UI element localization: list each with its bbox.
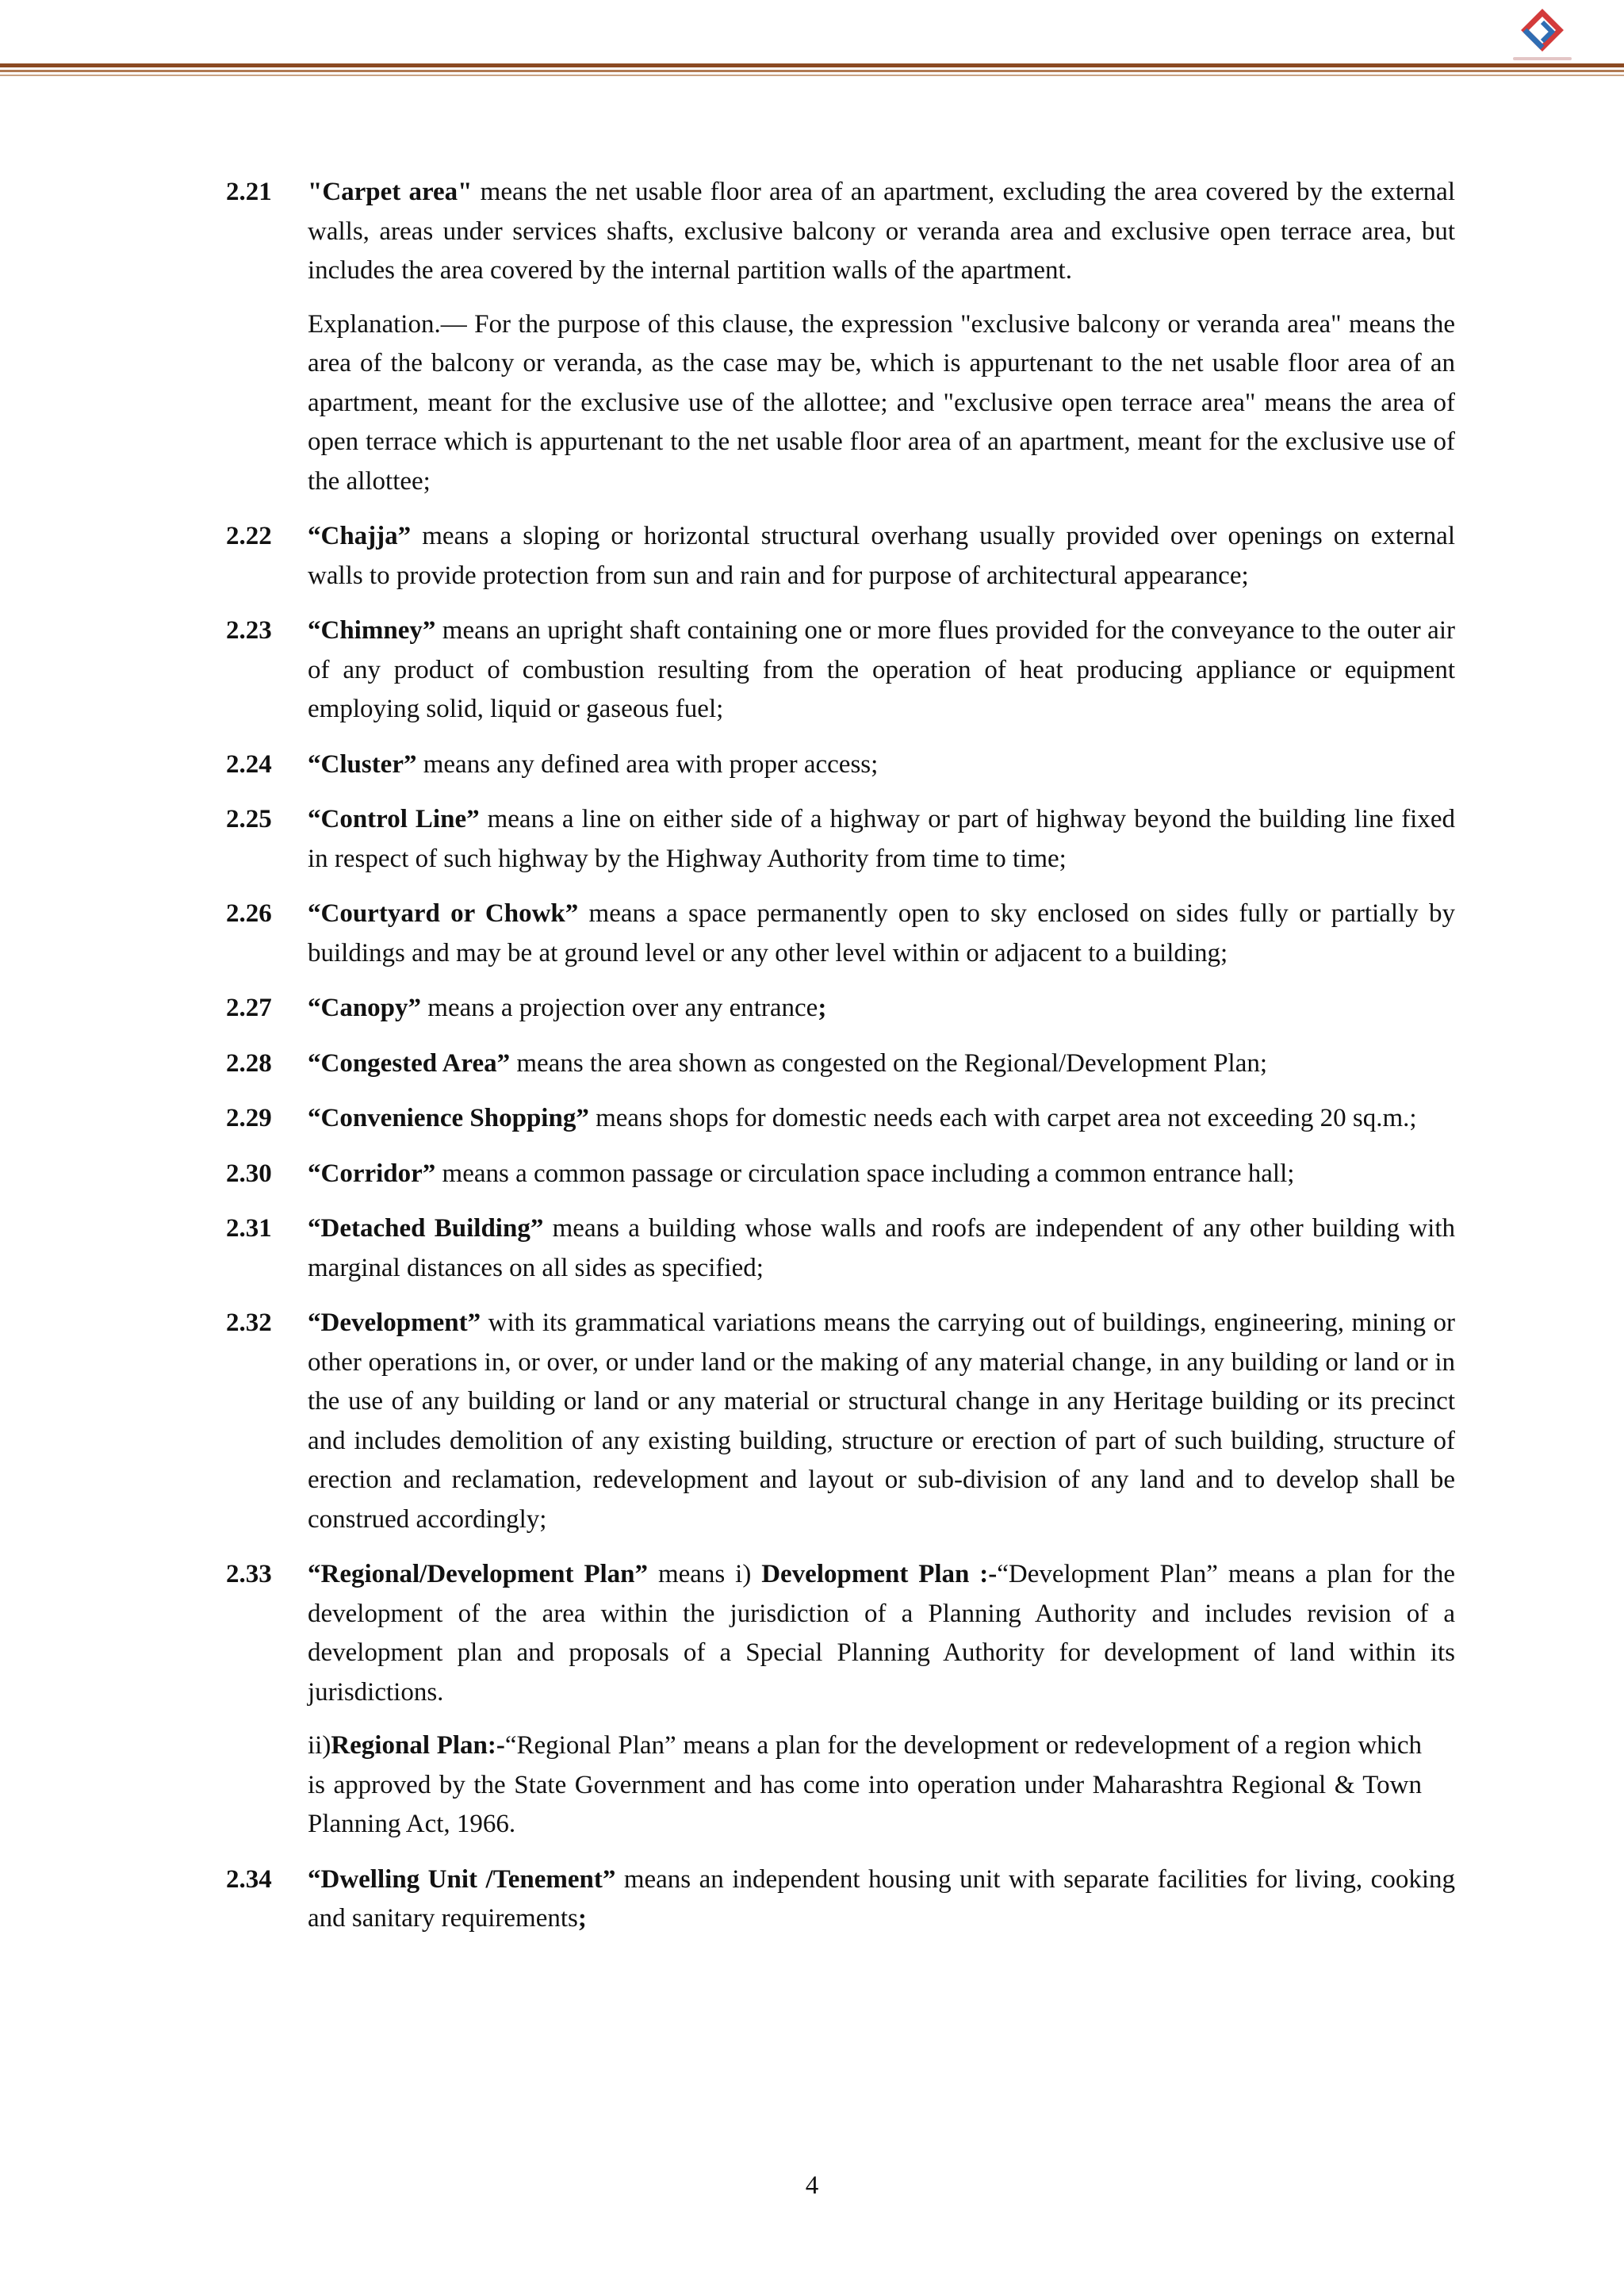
clause-text	[308, 1860, 1455, 1939]
definition: means a projection over any entrance	[421, 994, 818, 1022]
defined-term: “Development”	[308, 1308, 481, 1337]
clause-text	[308, 173, 1455, 291]
defined-term: “Dwelling Unit /Tenement”	[308, 1864, 616, 1894]
header-rule-thick	[0, 63, 1624, 67]
sub-clause-prefix: ii)	[308, 1731, 331, 1760]
defined-term: “Chajja”	[308, 522, 412, 550]
clause-text	[308, 1099, 1455, 1139]
definition: means any defined area with proper access;	[416, 749, 879, 779]
sub-clause-regional-plan	[308, 1726, 1422, 1845]
clause-2-31	[226, 1209, 1455, 1288]
clause-2-29	[226, 1099, 1455, 1139]
defined-term: “Detached Building”	[308, 1214, 544, 1243]
clause-number: 2.21	[226, 178, 272, 206]
clause-number: 2.33	[226, 1560, 272, 1588]
clause-2-32	[226, 1304, 1455, 1539]
defined-term: “Courtyard or Chowk”	[308, 899, 579, 928]
clause-text	[308, 1209, 1455, 1288]
clause-2-28	[226, 1044, 1455, 1084]
organization-logo-icon	[1519, 8, 1566, 63]
definition: means an independent housing unit with separate facilities for living, cooking and sanitary requirements	[308, 1864, 1455, 1933]
defined-subterm: Development Plan :-	[761, 1560, 998, 1588]
page-number: 4	[805, 2171, 819, 2200]
clause-terminator: ;	[818, 994, 827, 1022]
clause-text	[308, 1155, 1455, 1194]
clause-text	[308, 989, 1455, 1029]
clause-2-23	[226, 611, 1455, 730]
clause-terminator: ;	[577, 1904, 587, 1933]
definition: means the area shown as congested on the Regional/Development Plan;	[510, 1048, 1268, 1078]
logo-caption	[1513, 57, 1572, 60]
definition: means a building whose walls and roofs are independent of any other building with marginal distances on all sides as specified;	[308, 1214, 1455, 1282]
clause-text	[308, 1044, 1455, 1084]
definition: with its grammatical variations means the carrying out of buildings, engineering, mining or other operations in, or over, or under land or the making of any material change, in any building or land or in the use of any building or land or any material or structural change in any Heritage building or its precinct and includes demolition of any existing building, structure or erection of part of such building, structure of erection and reclamation, redevelopment and layout or sub-division of any land and to develop shall be construed accordingly;	[308, 1308, 1455, 1534]
clause-text	[308, 745, 1455, 785]
clause-number: 2.23	[226, 616, 272, 645]
clause-2-33	[226, 1555, 1455, 1845]
definition: means shops for domestic needs each with carpet area not exceeding 20 sq.m.;	[588, 1104, 1417, 1132]
definition: means a sloping or horizontal structural overhang usually provided over openings on external walls to provide protection from sun and rain and for purpose of architectural appearance;	[308, 522, 1455, 590]
definition: means an upright shaft containing one or more flues provided for the conveyance to the outer air of any product of combustion resulting from the operation of heat producing appliance or equipment employing solid, liquid or gaseous fuel;	[308, 616, 1455, 723]
defined-term: “Congested Area”	[308, 1048, 511, 1078]
clause-number: 2.25	[226, 805, 272, 833]
clause-text	[308, 1555, 1455, 1712]
clause-text	[308, 611, 1455, 730]
clause-text	[308, 895, 1455, 973]
clause-2-24	[226, 745, 1455, 785]
defined-term: "Carpet area"	[308, 178, 473, 206]
clause-2-21	[226, 173, 1455, 501]
definition: means a line on either side of a highway or part of highway beyond the building line fixed in respect of such highway by the Highway Authority from time to time;	[308, 805, 1455, 873]
header-rule-thin	[0, 75, 1624, 76]
document-body	[226, 173, 1455, 1955]
defined-term: “Regional/Development Plan”	[308, 1560, 649, 1588]
clause-number: 2.34	[226, 1864, 272, 1894]
defined-term: “Canopy”	[308, 994, 422, 1022]
clause-number: 2.26	[226, 899, 272, 928]
defined-term: “Corridor”	[308, 1159, 436, 1188]
clause-number: 2.29	[226, 1104, 272, 1132]
explanation: Explanation.— For the purpose of this clause, the expression "exclusive balcony or veranda area" means the area of the balcony or veranda, as the case may be, which is appurtenant to the net usable floor area of an apartment, meant for the exclusive use of the allottee; and "exclusive open terrace area" means the area of open terrace which is appurtenant to the net usable floor area of an apartment, meant for the exclusive use of the allottee;	[308, 309, 1455, 496]
defined-term: “Chimney”	[308, 616, 436, 645]
clause-2-34	[226, 1860, 1455, 1939]
defined-term: “Control Line”	[308, 805, 480, 833]
clause-number: 2.28	[226, 1048, 272, 1078]
definition: means a common passage or circulation space including a common entrance hall;	[435, 1159, 1295, 1188]
clause-2-25	[226, 800, 1455, 879]
clause-2-22	[226, 517, 1455, 596]
clause-2-27	[226, 989, 1455, 1029]
clause-text	[308, 800, 1455, 879]
clause-number: 2.22	[226, 522, 272, 550]
defined-term: “Cluster”	[308, 749, 417, 779]
definition: means i)	[648, 1560, 762, 1588]
clause-number: 2.27	[226, 994, 272, 1022]
definition: “Development Plan” means a plan for the development of the area within the jurisdiction of a Planning Authority and includes revision of a development plan and proposals of a Special Planning Authority for development of land within its jurisdictions.	[308, 1560, 1455, 1707]
clause-2-26	[226, 895, 1455, 973]
clause-text	[308, 1304, 1455, 1539]
clause-number: 2.30	[226, 1159, 272, 1188]
clause-2-30	[226, 1155, 1455, 1194]
definition: “Regional Plan” means a plan for the development or redevelopment of a region which is approved by the State Government and has come into operation under Maharashtra Regional & Town Planning Act, 1966.	[308, 1731, 1422, 1838]
defined-subterm: Regional Plan:-	[331, 1731, 505, 1760]
defined-term: “Convenience Shopping”	[308, 1104, 589, 1132]
definition: means the net usable floor area of an apartment, excluding the area covered by the external walls, areas under services shafts, exclusive balcony or veranda area and exclusive open terrace area, but includes the area covered by the internal partition walls of the apartment.	[308, 178, 1455, 285]
clause-text	[308, 517, 1455, 596]
definition: means a space permanently open to sky enclosed on sides fully or partially by buildings and may be at ground level or any other level within or adjacent to a building;	[308, 899, 1455, 967]
header-rule-middle	[0, 70, 1624, 72]
clause-number: 2.31	[226, 1214, 272, 1243]
clause-number: 2.24	[226, 749, 272, 779]
clause-number: 2.32	[226, 1308, 272, 1337]
